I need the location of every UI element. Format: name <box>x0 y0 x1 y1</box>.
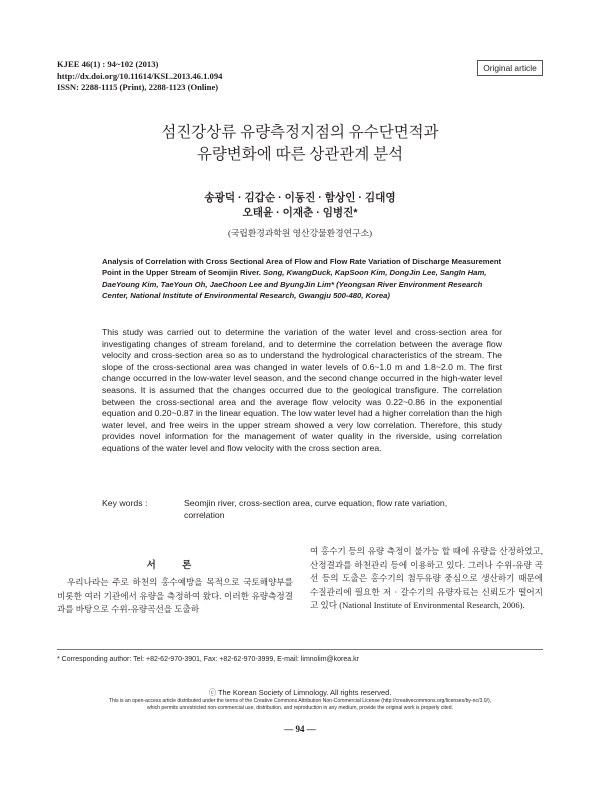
english-header <box>102 256 502 301</box>
authors-line-1: 송광덕 · 김갑순 · 이동진 · 함상인 · 김대영 <box>204 192 396 204</box>
article-type-badge: Original article <box>477 60 543 76</box>
keywords-label: Key words : <box>102 498 148 508</box>
intro-left-column: 우리나라는 주로 하천의 홍수예방을 목적으로 국토해양부를 비롯한 여러 기관에서 유량을 측정하여 왔다. 이러한 유량측정결과를 바탕으로 수위-유량곡선을 도출하 <box>57 577 293 614</box>
keywords-block <box>102 497 502 521</box>
page-number: — 94 — <box>284 724 316 734</box>
issn-line: ISSN: 2288-1115 (Print), 2288-1123 (Online) <box>57 82 219 93</box>
korean-affiliation: (국립환경과학원 영산강물환경연구소) <box>227 228 373 238</box>
journal-citation: KJEE 46(1) : 94~102 (2013) <box>57 59 159 69</box>
korean-title <box>60 122 540 166</box>
keywords-line-2: correlation <box>184 510 225 520</box>
english-title: Analysis of Correlation with Cross Sectional Area of Flow and Flow Rate Variation of Discharge Measurement Point in the Upper Stream of Seomjin River. <box>102 257 502 278</box>
doi-link[interactable]: http://dx.doi.org/10.11614/KSL.2013.46.1.094 <box>57 70 223 81</box>
abstract-text: This study was carried out to determine the variation of the water level and cross-section area for investigating changes of stream foreland, and to determine the correlation between the average flow velocity and cross-section area so as to understand the hydrological characteristics of the stream. The slope of the cross-sectional area was changed in water levels of 0.6~1.0 m and 1.8~2.0 m. The first change occurred in the low-water level season, and the second change occurred in the high-water level seasons. It is assumed that the changes occurred due to the geological transfigure. The correlation between the cross-sectional area and the average flow velocity was 0.22~0.86 in the exponential equation and 0.20~0.87 in the linear equation. The low water level had a higher correlation than the high water level, and free weirs in the upper stream showed a very low correlation. Therefore, this study provides novel information for the management of water quality in the riverside, using correlation equations of the water level and flow velocity with the cross section area. <box>102 327 502 453</box>
english-authors: Song, KwangDuck, KapSoon Kim, DongJin Lee, SangIn Ham, DaeYoung Kim, TaeYoun Oh, JaeChoon Lee and ByungJin Lim* <box>102 268 487 289</box>
korean-authors <box>60 191 540 221</box>
copyright-line: ⓒ The Korean Society of Limnology. All rights reserved. <box>208 688 392 697</box>
license-notice <box>40 688 560 712</box>
title-line-1: 섬진강상류 유량측정지점의 유수단면적과 <box>161 124 439 141</box>
authors-line-2: 오태윤 · 이재춘 · 임병진* <box>242 207 358 219</box>
keywords-line-1: Seomjin river, cross-section area, curve equation, flow rate variation, <box>184 498 448 508</box>
corresponding-author-footnote: * Corresponding author: Tel: +82-62-970-3901, Fax: +82-62-970-3999, E-mail: limnolim@korea.kr <box>57 656 359 663</box>
intro-right-column: 여 홍수기 등의 유량 측정이 불가능 할 때에 유량을 산정하였고, 산정결과를 하천관리 등에 이용하고 있다. 그러나 수위-유량 곡선 등의 도출은 홍수기의 첨두유량 중심으로 생산하기 때문에 수질관리에 필요한 저 · 갈수기의 유량자료는 신뢰도가 떨어지고 있다 (National Institute of Environmental Research, 2006). <box>310 546 543 610</box>
title-line-2: 유량변화에 따른 상관관계 분석 <box>196 146 404 163</box>
license-line-2: which permits unrestricted non-commercial use, distribution, and reproduction in any medium, provide the original work is properly cited. <box>146 705 454 711</box>
english-affiliation: (Yeongsan River Environment Research Center, National Institute of Environmental Research, Gwangju 500-480, Korea) <box>102 279 483 300</box>
journal-meta <box>57 59 222 94</box>
footnote-divider <box>57 649 543 650</box>
section-heading-introduction: 서 론 <box>146 561 204 571</box>
license-line-1: This is an open-access article distributed under the terms of the Creative Commons Attribution Non-Commercial License (http://creativecommons.org/licenses/by-nc/3.0/), <box>108 698 492 704</box>
